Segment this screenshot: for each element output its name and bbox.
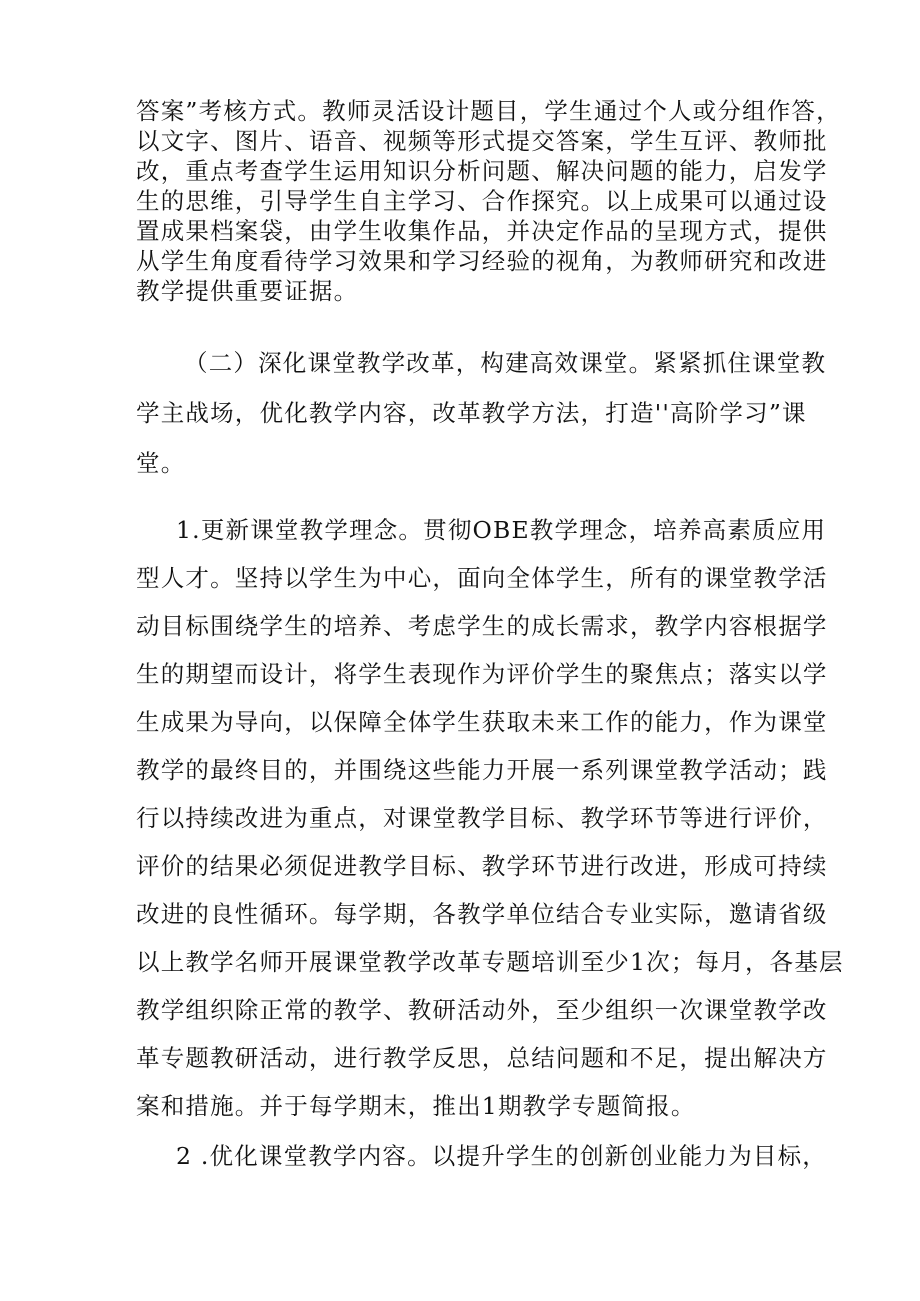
text-line: 生的期望而设计，将学生表现作为评价学生的聚焦点；落实以学 <box>136 660 828 688</box>
text-line: 答案”考核方式。教师灵活设计题目，学生通过个人或分组作答， <box>136 97 841 125</box>
text-line: 案和措施。并于每学期末，推出1期教学专题简报。 <box>136 1092 696 1120</box>
text-line: 改进的良性循环。每学期，各教学单位结合专业实际，邀请省级 <box>136 900 828 928</box>
text-line: 型人才。坚持以学生为中心，面向全体学生，所有的课堂教学活 <box>136 564 828 592</box>
text-line: 堂。 <box>136 449 186 477</box>
text-line: 置成果档案袋，由学生收集作品，并决定作品的呈现方式，提供 <box>136 217 828 245</box>
text-line: 以文字、图片、语音、视频等形式提交答案，学生互评、教师批 <box>136 127 828 155</box>
text-line: 生成果为导向，以保障全体学生获取未来工作的能力，作为课堂 <box>136 708 828 736</box>
text-line: （二）深化课堂教学改革，构建高效课堂。紧紧抓住课堂教 <box>184 349 827 377</box>
text-line: 革专题教研活动，进行教学反思，总结问题和不足，提出解决方 <box>136 1044 828 1072</box>
text-line: 2 .优化课堂教学内容。以提升学生的创新创业能力为目标， <box>176 1142 827 1170</box>
text-line: 1.更新课堂教学理念。贯彻OBE教学理念，培养高素质应用 <box>176 516 827 544</box>
text-line: 以上教学名师开展课堂教学改革专题培训至少1次；每月，各基层 <box>136 948 844 976</box>
document-page <box>136 96 844 1180</box>
text-line: 生的思维，引导学生自主学习、合作探究。以上成果可以通过设 <box>136 187 828 215</box>
section-two-paragraph <box>136 338 827 488</box>
text-line: 从学生角度看待学习效果和学习经验的视角，为教师研究和改进 <box>136 247 828 275</box>
text-line: 教学提供重要证据。 <box>136 277 359 305</box>
item-two-paragraph <box>136 1132 827 1180</box>
continued-paragraph <box>136 96 841 306</box>
text-line: 行以持续改进为重点，对课堂教学目标、教学环节等进行评价， <box>136 804 828 832</box>
text-line: 学主战场，优化教学内容，改革教学方法，打造''高阶学习”课 <box>136 399 807 427</box>
text-line: 教学的最终目的，并围绕这些能力开展一系列课堂教学活动；践 <box>136 756 828 784</box>
text-line: 动目标围绕学生的培养、考虑学生的成长需求，教学内容根据学 <box>136 612 828 640</box>
text-line: 教学组织除正常的教学、教研活动外，至少组织一次课堂教学改 <box>136 996 828 1024</box>
text-line: 评价的结果必须促进教学目标、教学环节进行改进，形成可持续 <box>136 852 828 880</box>
text-line: 改，重点考查学生运用知识分析问题、解决问题的能力，启发学 <box>136 157 828 185</box>
item-one-paragraph <box>136 506 844 1130</box>
